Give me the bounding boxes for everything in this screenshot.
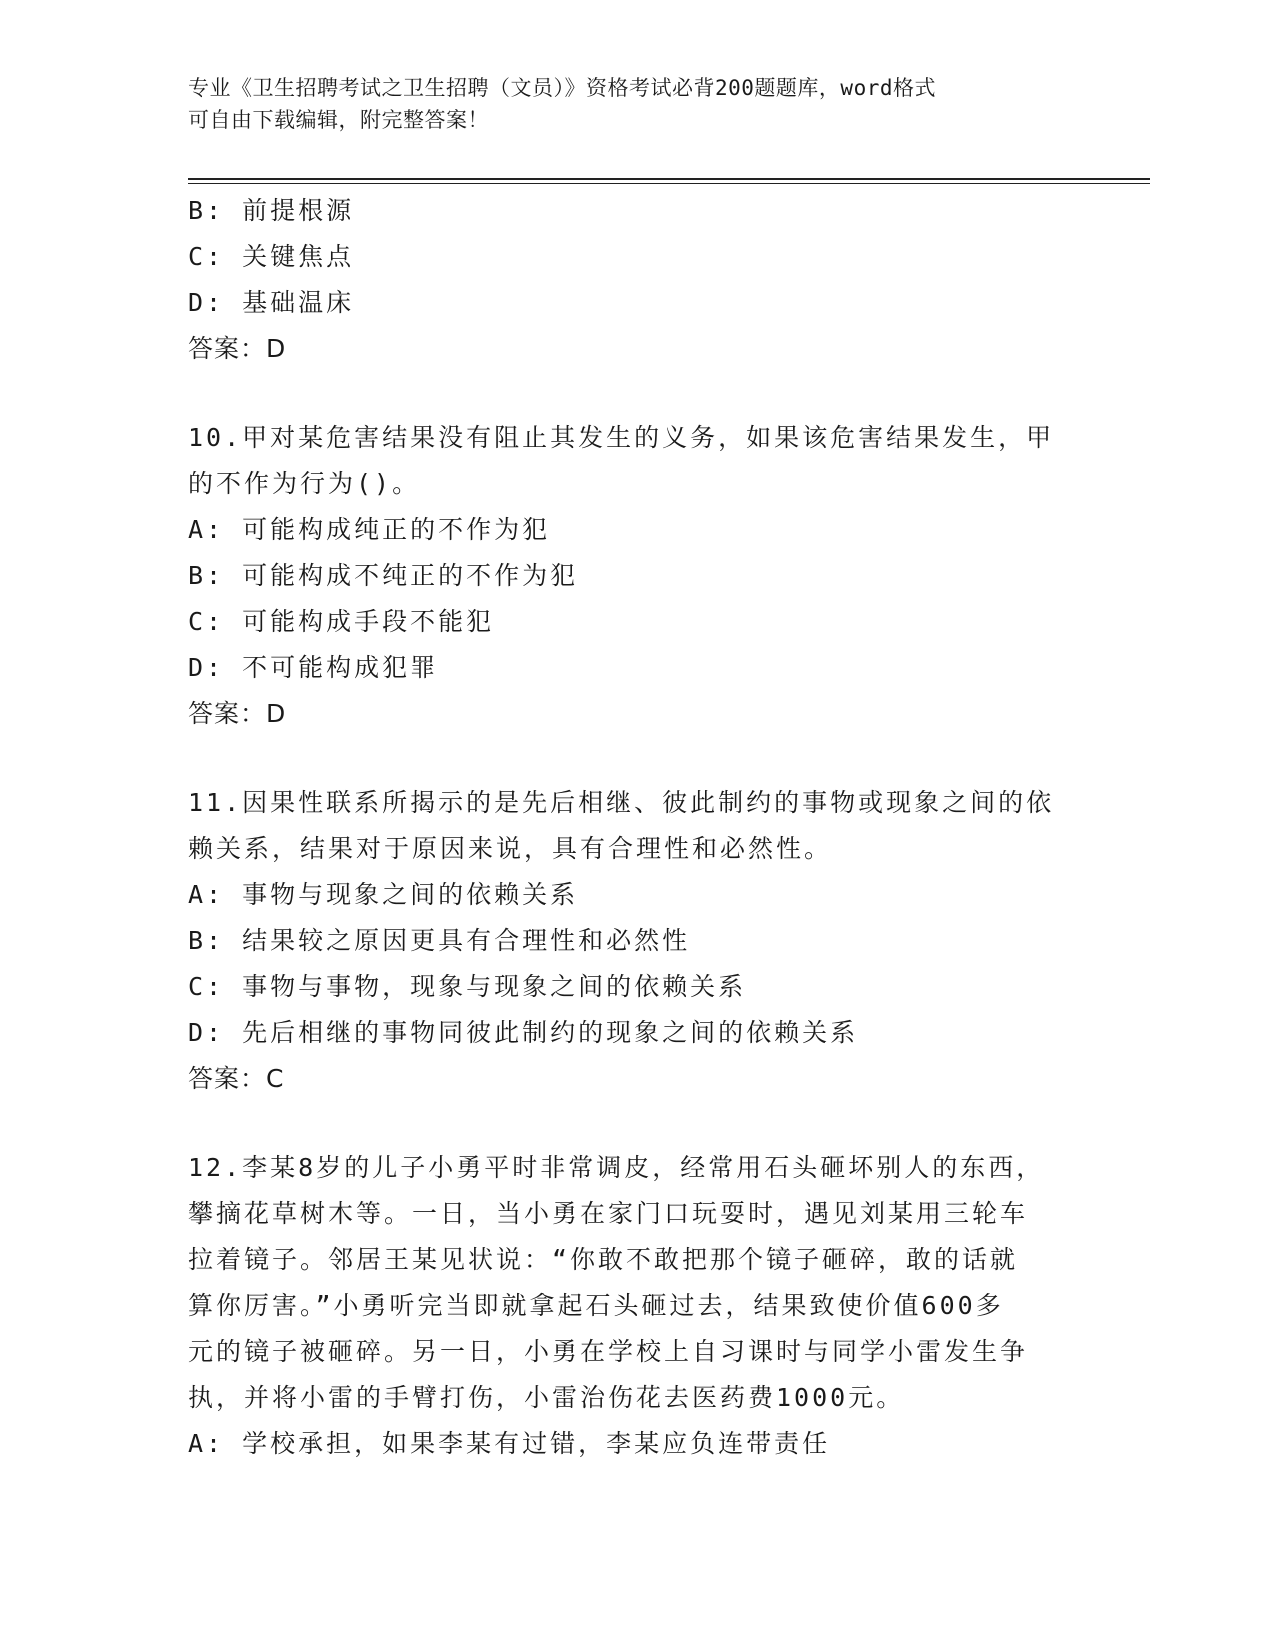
header-divider-thick [188, 178, 1150, 180]
header-title-line-2: 可自由下载编辑，附完整答案！ [188, 108, 489, 132]
question-9-continued [188, 188, 1088, 372]
page-header [188, 72, 1068, 136]
question-stem-line: 11.因果性联系所揭示的是先后相继、彼此制约的事物或现象之间的依 [188, 788, 1055, 817]
header-divider-thin [188, 183, 1150, 184]
header-title-line-1: 专业《卫生招聘考试之卫生招聘（文员）》资格考试必背200题题库，word格式 [188, 76, 936, 100]
question-option: A: 可能构成纯正的不作为犯 [188, 515, 551, 544]
question-option: D: 不可能构成犯罪 [188, 653, 439, 682]
question-option: B: 前提根源 [188, 196, 355, 225]
question-stem-line: 执，并将小雷的手臂打伤，小雷治伤花去医药费1000元。 [188, 1383, 905, 1412]
answer-line: 答案：D [188, 699, 287, 728]
question-option: A: 事物与现象之间的依赖关系 [188, 880, 579, 909]
question-stem-line: 12.李某8岁的儿子小勇平时非常调皮，经常用石头砸坏别人的东西， [188, 1153, 1045, 1182]
question-option: C: 可能构成手段不能犯 [188, 607, 495, 636]
question-option: A: 学校承担，如果李某有过错，李某应负连带责任 [188, 1429, 831, 1458]
question-stem-line: 攀摘花草树木等。一日，当小勇在家门口玩耍时，遇见刘某用三轮车 [188, 1199, 1029, 1228]
question-option: B: 结果较之原因更具有合理性和必然性 [188, 926, 691, 955]
question-10 [188, 415, 1088, 737]
question-stem-line: 赖关系，结果对于原因来说，具有合理性和必然性。 [188, 834, 833, 863]
question-stem-line: 的不作为行为()。 [188, 469, 421, 498]
question-12 [188, 1145, 1088, 1467]
spacer [188, 737, 1088, 780]
question-option: C: 关键焦点 [188, 242, 355, 271]
spacer [188, 1102, 1088, 1145]
answer-line: 答案：D [188, 334, 287, 363]
question-stem-line: 拉着镜子。邻居王某见状说：“你敢不敢把那个镜子砸碎，敢的话就 [188, 1245, 1019, 1274]
question-stem-line: 10.甲对某危害结果没有阻止其发生的义务，如果该危害结果发生，甲 [188, 423, 1055, 452]
answer-line: 答案：C [188, 1064, 285, 1093]
document-body [188, 188, 1088, 1467]
question-stem-line: 元的镜子被砸碎。另一日，小勇在学校上自习课时与同学小雷发生争 [188, 1337, 1029, 1366]
question-option: C: 事物与事物，现象与现象之间的依赖关系 [188, 972, 747, 1001]
question-option: D: 基础温床 [188, 288, 355, 317]
question-stem-line: 算你厉害。”小勇听完当即就拿起石头砸过去，结果致使价值600多 [188, 1291, 1004, 1320]
spacer [188, 372, 1088, 415]
question-option: B: 可能构成不纯正的不作为犯 [188, 561, 579, 590]
question-option: D: 先后相继的事物同彼此制约的现象之间的依赖关系 [188, 1018, 859, 1047]
question-11 [188, 780, 1088, 1102]
